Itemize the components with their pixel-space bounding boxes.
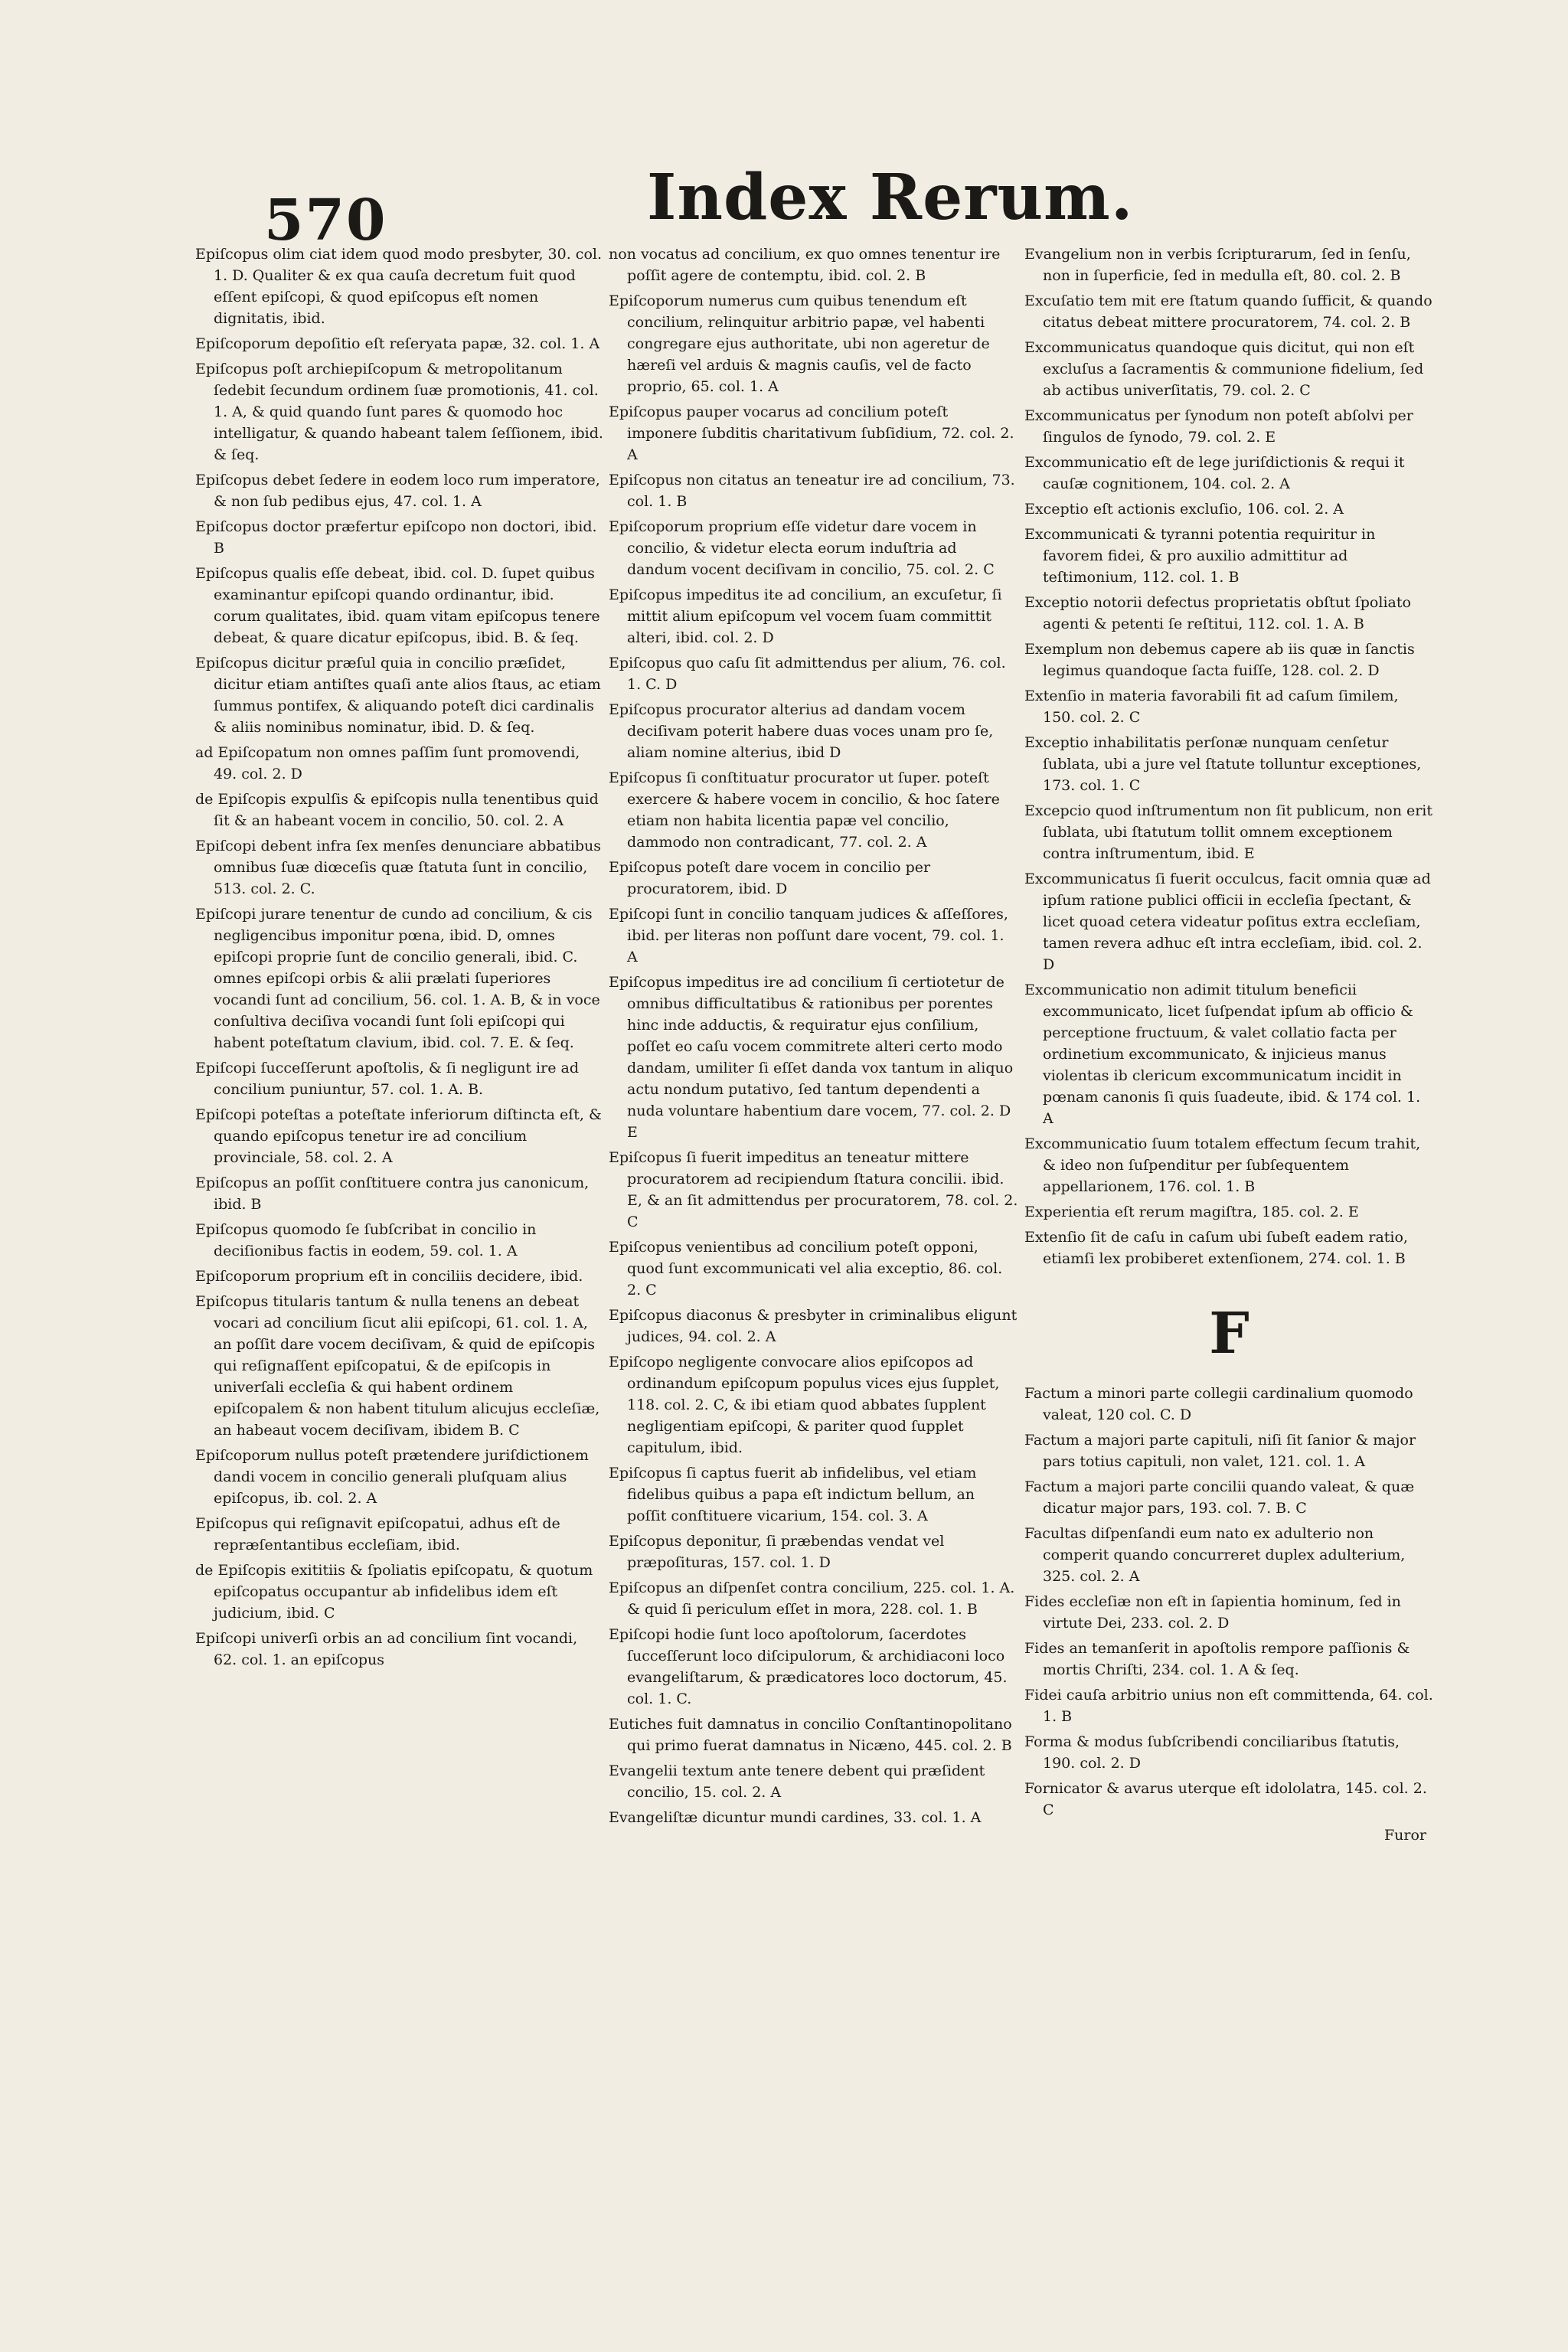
index-entry: Excommunicatus per ſynodum non poteſt abſolvi per ſingulos de ſynodo, 79. col. 2. E: [1024, 407, 1413, 446]
index-entry: Extenſio ſit de caſu in caſum ubi ſubeſt eadem ratio, etiamſi lex probiberet extenſionem, 274. col. 1. B: [1024, 1229, 1408, 1267]
index-entry: Epiſcopi ſunt in concilio tanquam judices & aſſeſſores, ibid. per literas non poſſunt dare vocent, 79. col. 1. A: [609, 906, 1008, 965]
index-entry: Epiſcopi ſucceſſerunt apoſtolis, & ſi negligunt ire ad concilium puniuntur, 57. col. 1. A. B.: [195, 1060, 579, 1098]
index-entry: Evangelii textum ante tenere debent qui præſident concilio, 15. col. 2. A: [609, 1762, 985, 1801]
index-entry: Epiſcopus poſt archiepiſcopum & metropolitanum ſedebit ſecundum ordinem ſuæ promotionis, 41. col. 1. A, & quid quando ſunt pares & quomodo hoc intelligatur, & quando habeant talem ſeſſionem, ibid. & ſeq.: [195, 361, 603, 463]
index-entry: Epiſcopus qualis eſſe debeat, ibid. col. D. ſupet quibus examinantur epiſcopi quando ordinantur, ibid. corum qualitates, ibid. quam vitam epiſcopus tenere debeat, & quare dicatur epiſcopus, ibid. B. & ſeq.: [195, 565, 600, 646]
entry-list-e-1: [195, 243, 605, 1671]
index-entry: Epiſcopus venientibus ad concilium poteſt opponi, quod ſunt excommunicati vel alia exceptio, 86. col. 2. C: [609, 1239, 1003, 1298]
index-entry: Fornicator & avarus uterque eſt idololatra, 145. col. 2. C: [1024, 1780, 1427, 1818]
index-entry: Exemplum non debemus capere ab iis quæ in ſanctis legimus quandoque ſacta fuiſſe, 128. col. 2. D: [1024, 641, 1415, 679]
index-column-2: [609, 243, 1018, 1832]
index-entry: Epiſcoporum proprium eſt in conciliis decidere, ibid.: [195, 1268, 583, 1285]
index-entry: non vocatus ad concilium, ex quo omnes tenentur ire poſſit agere de contemptu, ibid. col. 2. B: [609, 246, 1001, 284]
index-entry: Epiſcopi univerſi orbis an ad concilium ſint vocandi, 62. col. 1. an epiſcopus: [195, 1630, 578, 1668]
index-entry: Epiſcopus pauper vocarus ad concilium poteſt imponere ſubditis charitativum ſubſidium, 72. col. 2. A: [609, 403, 1014, 463]
index-entry: de Epiſcopis expulſis & epiſcopis nulla tenentibus quid ſit & an habeant vocem in concilio, 50. col. 2. A: [195, 791, 599, 829]
index-entry: Excommunicatio eſt de lege juriſdictionis & requi it cauſæ cognitionem, 104. col. 2. A: [1024, 454, 1405, 492]
index-entry: Evangeliſtæ dicuntur mundi cardines, 33. col. 1. A: [609, 1809, 982, 1826]
index-entry: Epiſcopi debent infra ſex menſes denunciare abbatibus omnibus ſuæ diœceſis quæ ſtatuta ſunt in concilio, 513. col. 2. C.: [195, 838, 601, 897]
index-entry: Epiſcopus quo caſu ſit admittendus per alium, 76. col. 1. C. D: [609, 655, 1006, 693]
index-entry: Excepcio quod inſtrumentum non ſit publicum, non erit ſublata, ubi ſtatutum tollit omnem exceptionem contra inſtrumentum, ibid. E: [1024, 802, 1433, 862]
index-entry: Epiſcopus qui reſignavit epiſcopatui, adhus eſt de repræſentantibus eccleſiam, ibid.: [195, 1515, 560, 1553]
index-entry: Epiſcopus ſi captus fuerit ab infidelibus, vel etiam fidelibus quibus a papa eſt indictum bellum, an poſſit conſtituere vicarium, 154. col. 3. A: [609, 1465, 977, 1524]
entry-list-e-3: [1024, 243, 1434, 1269]
index-entry: Epiſcopus ſi fuerit impeditus an teneatur mittere procuratorem ad recipiendum ſtatura concilii. ibid. E, & an ſit admittendus per procuratorem, 78. col. 2. C: [609, 1149, 1018, 1230]
index-entry: Fidei cauſa arbitrio unius non eſt committenda, 64. col. 1. B: [1024, 1687, 1433, 1725]
index-entry: Epiſcopus titularis tantum & nulla tenens an debeat vocari ad concilium ſicut alii epiſcopi, 61. col. 1. A, an poſſit dare vocem deciſivam, & quid de epiſcopis qui reſignaſſent epiſcopatui, & de epiſcopis in univerſali eccleſia & qui habent ordinem epiſcopalem & non habent titulum alicujus eccleſiæ, an habeaut vocem deciſivam, ibidem B. C: [195, 1293, 600, 1439]
index-entry: Epiſcopus an poſſit conſtituere contra jus canonicum, ibid. B: [195, 1174, 590, 1213]
catchword: Furor: [1383, 1827, 1426, 1844]
index-entry: Epiſcopi poteſtas a poteſtate inferiorum diſtincta eſt, & quando epiſcopus tenetur ire ad concilium provinciale, 58. col. 2. A: [195, 1106, 602, 1166]
index-entry: Epiſcopus olim ciat idem quod modo presbyter, 30. col. 1. D. Qualiter & ex qua cauſa decretum fuit quod eſſent epiſcopi, & quod epiſcopus eſt nomen dignitatis, ibid.: [195, 246, 602, 327]
index-column-3: [1024, 243, 1434, 1846]
index-entry: Epiſcopus debet ſedere in eodem loco rum imperatore, & non ſub pedibus ejus, 47. col. 1. A: [195, 472, 600, 510]
index-entry: Epiſcopus diaconus & presbyter in criminalibus eligunt judices, 94. col. 2. A: [609, 1307, 1018, 1345]
index-entry: Epiſcopus dicitur præſul quia in concilio præſidet, dicitur etiam antiſtes quaſi ante alios ſtaus, ac etiam ſummus pontifex, & aliquando poteſt dici cardinalis & aliis nominibus nominatur, ibid. D. & ſeq.: [195, 655, 601, 736]
index-entry: de Epiſcopis exititiis & ſpoliatis epiſcopatu, & quotum epiſcopatus occupantur ab infidelibus idem eſt judicium, ibid. C: [195, 1562, 593, 1622]
page-title: Index Rerum.: [647, 161, 1134, 234]
index-entry: Factum a majori parte concilii quando valeat, & quæ dicatur major pars, 193. col. 7. B. C: [1024, 1478, 1415, 1517]
index-entry: Epiſcoporum numerus cum quibus tenendum eſt concilium, relinquitur arbitrio papæ, vel habenti congregare ejus authoritate, ubi non ageretur de hæreſi vel arduis & magnis cauſis, vel de facto proprio, 65. col. 1. A: [609, 292, 990, 395]
section-letter-f: F: [1209, 1301, 1250, 1367]
index-entry: Epiſcopus poteſt dare vocem in concilio per procuratorem, ibid. D: [609, 859, 931, 897]
index-entry: Epiſcopi jurare tenentur de cundo ad concilium, & cis negligencibus imponitur pœna, ibid. D, omnes epiſcopi proprie ſunt de concilio generali, ibid. C. omnes epiſcopi orbis & alii prælati ſuperiores vocandi ſunt ad concilium, 56. col. 1. A. B, & in voce conſultiva deciſiva vocandi ſunt ſoli epiſcopi qui habent poteſtatum clavium, ibid. col. 7. E. & ſeq.: [195, 906, 600, 1051]
index-entry: Excommunicati & tyranni potentia requiritur in favorem fidei, & pro auxilio admittitur ad teſtimonium, 112. col. 1. B: [1024, 526, 1376, 586]
index-entry: Epiſcopus impeditus ire ad concilium ſi certiotetur de omnibus difficultatibus & rationibus per porentes hinc inde adductis, & requiratur ejus conſilium, poſſet eo caſu vocem commitrete alteri certo modo dandam, umiliter ſi eſſet danda vox tantum in aliquo actu nondum putativo, ſed tantum dependenti a nuda voluntare habentium dare vocem, 77. col. 2. D E: [609, 974, 1014, 1141]
index-entry: Extenſio in materia favorabili fit ad caſum ſimilem, 150. col. 2. C: [1024, 688, 1399, 726]
index-entry: Epiſcopus quomodo ſe ſubſcribat in concilio in deciſionibus factis in eodem, 59. col. 1. A: [195, 1221, 537, 1259]
index-entry: Excommunicatio non adimit titulum beneficii excommunicato, licet ſuſpendat ipſum ab officio & perceptione fructuum, & valet collatio facta per ordinetium excommunicato, & injicieus manus violentas ib clericum excommunicatum incidit in pœnam canonis ſi quis ſuadeute, ibid. & 174 col. 1. A: [1024, 982, 1421, 1127]
index-entry: Fides eccleſiæ non eſt in ſapientia hominum, ſed in virtute Dei, 233. col. 2. D: [1024, 1593, 1401, 1632]
index-entry: Epiſcopus procurator alterius ad dandam vocem deciſivam poterit habere duas voces unam pro ſe, aliam nomine alterius, ibid D: [609, 701, 994, 761]
index-entry: Epiſcopus doctor præfertur epiſcopo non doctori, ibid. B: [195, 518, 597, 557]
index-entry: Experientia eſt rerum magiſtra, 185. col. 2. E: [1024, 1204, 1359, 1220]
index-entry: Epiſcopi hodie ſunt loco apoſtolorum, ſacerdotes ſucceſſerunt loco diſcipulorum, & archidiaconi loco evangeliſtarum, & prædicatores loco doctorum, 45. col. 1. C.: [609, 1626, 1008, 1707]
index-entry: Evangelium non in verbis ſcripturarum, ſed in ſenſu, non in ſuperficie, ſed in medulla eſt, 80. col. 2. B: [1024, 246, 1411, 284]
index-entry: Forma & modus ſubſcribendi conciliaribus ſtatutis, 190. col. 2. D: [1024, 1733, 1400, 1772]
index-column-1: [195, 243, 605, 1674]
entry-list-f: [1024, 1383, 1434, 1821]
index-entry: Epiſcopo negligente convocare alios epiſcopos ad ordinandum epiſcopum populus vices ejus ſupplet, 118. col. 2. C, & ibi etiam quod abbates ſupplent negligentiam epiſcopi, & pariter quod ſupplet capitulum, ibid.: [609, 1354, 1000, 1456]
index-entry: Factum a majori parte capituli, niſi ſit ſanior & major pars totius capituli, non valet, 121. col. 1. A: [1024, 1432, 1416, 1470]
index-entry: Epiſcopus impeditus ite ad concilium, an excuſetur, ſi mittit alium epiſcopum vel vocem ſuam committit alteri, ibid. col. 2. D: [609, 586, 1002, 646]
index-entry: Exceptio notorii defectus proprietatis obſtut ſpoliato agenti & petenti ſe reſtitui, 112. col. 1. A. B: [1024, 594, 1411, 632]
index-entry: Factum a minori parte collegii cardinalium quomodo valeat, 120 col. C. D: [1024, 1385, 1413, 1423]
index-entry: Eutiches fuit damnatus in concilio Conſtantinopolitano qui primo fuerat damnatus in Nicæno, 445. col. 2. B: [609, 1716, 1012, 1754]
index-entry: Exceptio eſt actionis excluſio, 106. col. 2. A: [1024, 501, 1344, 518]
index-entry: Epiſcoporum depoſitio eſt reſeryata papæ, 32. col. 1. A: [195, 335, 600, 352]
index-entry: Excuſatio tem mit ere ſtatum quando ſufficit, & quando citatus debeat mittere procuratorem, 74. col. 2. B: [1024, 292, 1432, 331]
index-entry: Epiſcopus an diſpenſet contra concilium, 225. col. 1. A. & quid ſi periculum eſſet in mora, 228. col. 1. B: [609, 1579, 1015, 1618]
index-entry: Epiſcopus ſi conſtituatur procurator ut ſuper. poteſt exercere & habere vocem in concilio, & hoc ſatere etiam non habita licentia papæ vel concilio, dammodo non contradicant, 77. col. 2. A: [609, 769, 1000, 851]
index-entry: Epiſcoporum proprium eſſe videtur dare vocem in concilio, & videtur electa eorum induſtria ad dandum vocent deciſivam in concilio, 75. col. 2. C: [609, 518, 995, 578]
index-entry: Fides an temanſerit in apoſtolis rempore paſſionis & mortis Chriſti, 234. col. 1. A & ſeq.: [1024, 1640, 1410, 1678]
index-entry: Epiſcopus non citatus an teneatur ire ad concilium, 73. col. 1. B: [609, 472, 1015, 510]
index-entry: Epiſcoporum nullus poteſt prætendere juriſdictionem dandi vocem in concilio generali pluſquam alius epiſcopus, ib. col. 2. A: [195, 1447, 589, 1507]
index-entry: Epiſcopus deponitur, ſi præbendas vendat vel præpoſituras, 157. col. 1. D: [609, 1533, 945, 1571]
index-entry: ad Epiſcopatum non omnes paſſim ſunt promovendi, 49. col. 2. D: [195, 744, 580, 782]
index-entry: Exceptio inhabilitatis perſonæ nunquam cenſetur ſublata, ubi a jure vel ſtatute tolluntur exceptiones, 173. col. 1. C: [1024, 734, 1422, 794]
page-number: 570: [264, 188, 387, 253]
index-entry: Excommunicatus ſi fuerit occulcus, facit omnia quæ ad ipſum ratione publici officii in eccleſia ſpectant, & licet quoad cetera videatur poſitus extra eccleſiam, tamen revera adhuc eſt intra eccleſiam, ibid. col. 2. D: [1024, 871, 1431, 973]
index-entry: Facultas diſpenſandi eum nato ex adulterio non comperit quando concurreret duplex adulterium, 325. col. 2. A: [1024, 1525, 1406, 1585]
entry-list-e-2: [609, 243, 1018, 1828]
index-entry: Excommunicatus quandoque quis dicitut, qui non eſt excluſus a ſacramentis & communione fidelium, ſed ab actibus univerſitatis, 79. col. 2. C: [1024, 339, 1424, 399]
index-entry: Excommunicatio ſuum totalem effectum ſecum trahit, & ideo non ſuſpenditur per ſubſequentem appellarionem, 176. col. 1. B: [1024, 1135, 1421, 1195]
